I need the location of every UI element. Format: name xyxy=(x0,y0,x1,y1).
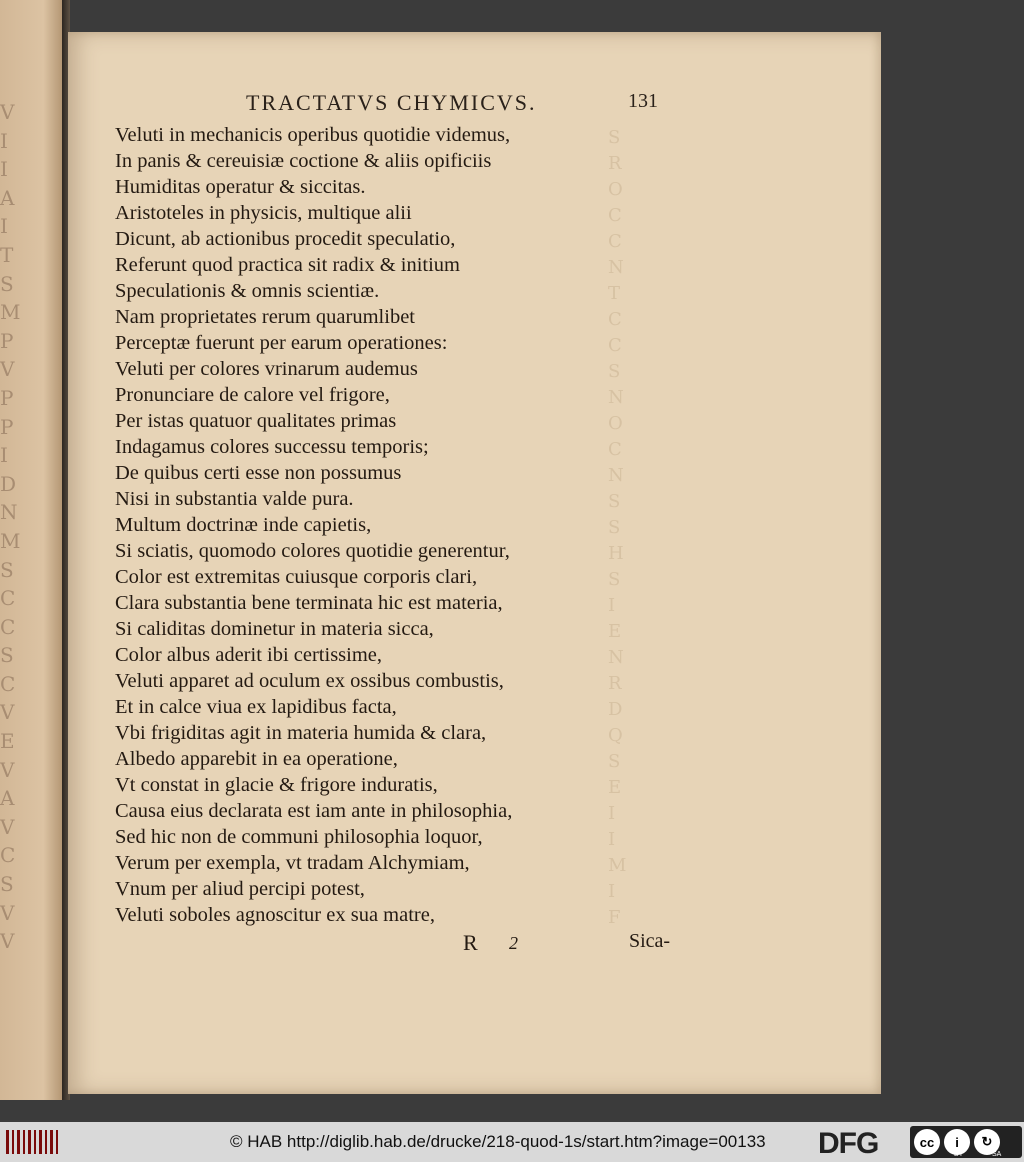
text-line: De quibus certi esse non possumus xyxy=(115,462,402,484)
text-line: Causa eius declarata est iam ante in philosophia, xyxy=(115,800,513,822)
text-line: Perceptæ fuerunt per earum operationes: xyxy=(115,332,448,354)
text-line: Veluti soboles agnoscitur ex sua matre, xyxy=(115,904,435,926)
text-line: Verum per exempla, vt tradam Alchymiam, xyxy=(115,852,470,874)
cc-license-badge[interactable] xyxy=(910,1126,1022,1158)
signature-mark: R xyxy=(463,930,478,955)
text-line: Referunt quod practica sit radix & initium xyxy=(115,254,460,276)
book-page xyxy=(68,32,881,1094)
license-sa-label: SA xyxy=(992,1151,1002,1158)
previous-page-ghost-text: V I I A I T S M P V P P I D N M S C C S C V E V A V C S V V xyxy=(0,100,21,954)
text-line: Humiditas operatur & siccitas. xyxy=(115,176,366,198)
text-line: Dicunt, ab actionibus procedit speculatio, xyxy=(115,228,456,250)
text-line: Veluti apparet ad oculum ex ossibus combustis, xyxy=(115,670,504,692)
text-line: Indagamus colores successu temporis; xyxy=(115,436,429,458)
text-line: Nisi in substantia valde pura. xyxy=(115,488,354,510)
text-line: Sed hic non de communi philosophia loquor, xyxy=(115,826,483,848)
text-block xyxy=(115,122,512,928)
text-line: Nam proprietates rerum quarumlibet xyxy=(115,306,415,328)
hab-logo-icon xyxy=(6,1130,58,1154)
running-header: TRACTATVS CHYMICVS. xyxy=(246,90,537,115)
by-icon: i xyxy=(944,1129,970,1155)
text-line: Vnum per aliud percipi potest, xyxy=(115,878,365,900)
text-line: Color albus aderit ibi certissime, xyxy=(115,644,383,666)
text-line: Si sciatis, quomodo colores quotidie generentur, xyxy=(115,540,510,562)
text-line: Albedo apparebit in ea operatione, xyxy=(115,748,398,770)
license-by-label: BY xyxy=(954,1151,964,1158)
text-line: Speculationis & omnis scientiæ. xyxy=(115,280,380,302)
catchword: Sica- xyxy=(629,930,671,952)
cc-icon: cc xyxy=(914,1129,940,1155)
text-line: Clara substantia bene terminata hic est materia, xyxy=(115,592,503,614)
text-line: Pronunciare de calore vel frigore, xyxy=(115,384,390,406)
text-line: Aristoteles in physicis, multique alii xyxy=(115,202,412,224)
text-line: Vt constat in glacie & frigore induratis, xyxy=(115,774,438,796)
text-line: Per istas quatuor qualitates primas xyxy=(115,410,397,432)
text-line: Veluti per colores vrinarum audemus xyxy=(115,358,418,380)
text-line: Et in calce viua ex lapidibus facta, xyxy=(115,696,397,718)
sa-icon: ↻ xyxy=(974,1129,1000,1155)
text-line: In panis & cereuisiæ coctione & aliis opificiis xyxy=(115,150,492,172)
text-line: Multum doctrinæ inde capietis, xyxy=(115,514,372,536)
page-number: 131 xyxy=(628,90,658,112)
text-line: Si caliditas dominetur in materia sicca, xyxy=(115,618,434,640)
bleed-through-text: S R O C C N T C C S N O C N S S H S I E N R D Q S E I I M I F xyxy=(608,127,627,928)
text-line: Vbi frigiditas agit in materia humida & clara, xyxy=(115,722,487,744)
copyright-link[interactable]: © HAB http://diglib.hab.de/drucke/218-quod-1s/start.htm?image=00133 xyxy=(230,1132,766,1151)
text-line: Color est extremitas cuiusque corporis clari, xyxy=(115,566,478,588)
footer-bar xyxy=(0,1122,1024,1162)
text-line: Veluti in mechanicis operibus quotidie videmus, xyxy=(115,124,511,146)
dfg-logo: DFG xyxy=(818,1127,879,1160)
signature-number: 2 xyxy=(509,933,518,953)
previous-page-edge xyxy=(0,0,62,1100)
